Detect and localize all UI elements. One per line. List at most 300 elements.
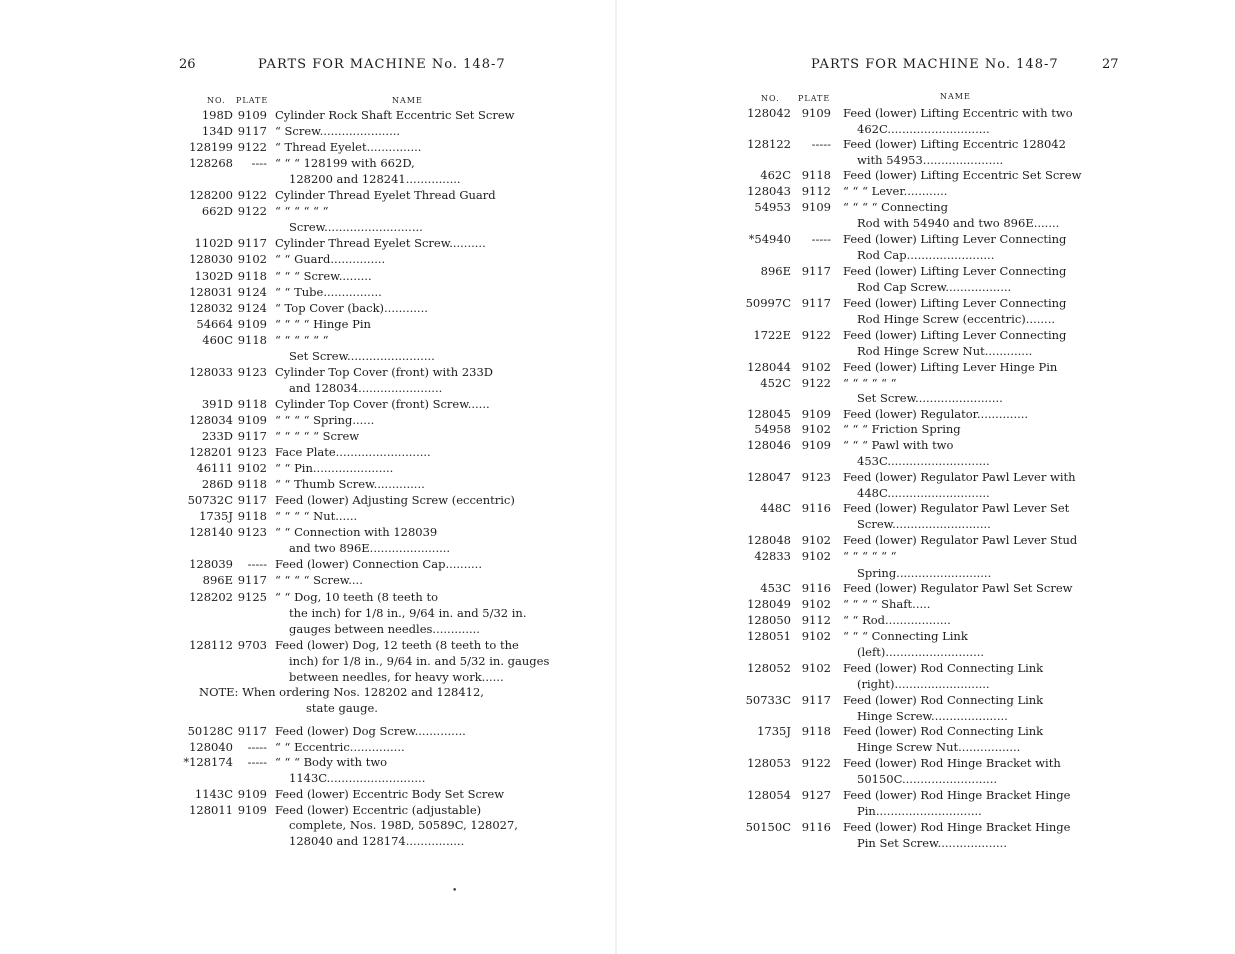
plate-number: 9117: [237, 429, 267, 443]
plate-number: 9117: [237, 724, 267, 738]
plate-number: -----: [247, 739, 267, 754]
part-number: 286D: [201, 477, 233, 492]
part-name: Feed (lower) Lifting Lever Connecting: [843, 296, 1067, 310]
part-name: “ “ “ “ Shaft.....: [843, 597, 931, 611]
part-number: 128122: [747, 137, 791, 151]
part-name: Pin Set Screw...................: [857, 836, 1007, 850]
part-name: and 128034.......................: [289, 380, 443, 395]
part-number: 453C: [760, 581, 791, 595]
part-number: 54953: [754, 200, 791, 214]
part-name: Feed (lower) Rod Hinge Bracket with: [843, 756, 1061, 770]
part-name: Cylinder Thread Eyelet Screw..........: [275, 236, 486, 251]
part-number: 128140: [189, 525, 233, 540]
part-row: [618, 788, 1233, 803]
col-header-no: NO.: [207, 96, 226, 105]
part-number: 128045: [747, 407, 791, 421]
part-number: 896E: [202, 573, 233, 588]
part-number: 128033: [189, 364, 233, 379]
part-name: Feed (lower) Lifting Eccentric 128042: [843, 137, 1066, 151]
part-number: 128034: [189, 412, 233, 427]
part-row: [0, 493, 615, 508]
part-number: *128174: [183, 755, 233, 770]
part-number: 128046: [747, 438, 791, 452]
right-page: [618, 0, 1235, 954]
part-name: Spring..........................: [857, 566, 992, 580]
part-row: [618, 629, 1233, 644]
part-row: [618, 533, 1233, 548]
plate-number: -----: [247, 755, 267, 770]
col-header-name: NAME: [940, 92, 971, 101]
part-name: Rod with 54940 and two 896E.......: [857, 216, 1060, 230]
part-row: [618, 581, 1233, 596]
part-number: 662D: [201, 204, 233, 219]
part-row: [0, 670, 615, 685]
plate-number: 9118: [237, 268, 267, 283]
part-row: [618, 470, 1233, 485]
part-name: Feed (lower) Lifting Eccentric Set Screw: [843, 168, 1082, 182]
part-name: Cylinder Top Cover (front) Screw......: [275, 396, 490, 411]
part-row: [618, 820, 1233, 835]
part-name: Feed (lower) Lifting Eccentric with two: [843, 106, 1073, 120]
part-name: Screw...........................: [857, 517, 991, 531]
part-number: 1302D: [194, 268, 233, 283]
plate-number: 9124: [237, 284, 267, 299]
part-row: [618, 677, 1233, 692]
part-row: [618, 709, 1233, 724]
part-row: [0, 590, 615, 605]
plate-number: 9123: [237, 445, 267, 460]
part-row: [618, 549, 1233, 564]
part-row: [0, 461, 615, 476]
part-row: [0, 771, 615, 786]
part-name: Feed (lower) Lifting Lever Hinge Pin: [843, 360, 1058, 374]
plate-number: 9117: [237, 493, 267, 508]
col-header-name: NAME: [392, 96, 423, 105]
page-speck: •: [452, 886, 458, 896]
part-number: 128052: [747, 661, 791, 675]
part-row: [0, 172, 615, 187]
part-number: 128047: [747, 470, 791, 484]
plate-number: ----: [251, 156, 267, 171]
part-number: 50150C: [745, 820, 791, 834]
note-line-2: state gauge.: [306, 701, 378, 715]
part-name: Cylinder Rock Shaft Eccentric Set Screw: [275, 108, 515, 122]
part-row: [0, 301, 615, 316]
part-row: [618, 344, 1233, 359]
plate-number: 9117: [801, 693, 831, 707]
part-row: [0, 573, 615, 588]
part-number: 128040: [189, 739, 233, 754]
part-row: [618, 661, 1233, 676]
part-row: [0, 220, 615, 235]
plate-number: 9127: [801, 788, 831, 802]
part-row: [618, 153, 1233, 168]
plate-number: 9118: [237, 477, 267, 492]
part-row: [618, 184, 1233, 199]
plate-number: 9102: [801, 422, 831, 436]
part-row: [618, 566, 1233, 581]
plate-number: 9122: [237, 188, 267, 203]
part-name: “ “ Rod..................: [843, 613, 951, 627]
part-row: [618, 486, 1233, 501]
part-row: [618, 756, 1233, 771]
part-row: [618, 200, 1233, 215]
part-name: “ “ “ Friction Spring: [843, 422, 961, 436]
part-row: [618, 122, 1233, 137]
part-row: [0, 413, 615, 428]
part-row: [0, 622, 615, 637]
part-row: [0, 755, 615, 770]
page-number-left: 26: [179, 57, 196, 72]
part-row: [0, 606, 615, 621]
part-name: Feed (lower) Regulator Pawl Set Screw: [843, 581, 1073, 595]
part-row: [0, 252, 615, 267]
part-name: inch) for 1/8 in., 9/64 in. and 5/32 in. gauges: [289, 653, 550, 668]
part-name: gauges between needles.............: [289, 621, 480, 636]
part-name: “ “ “ “ “ Screw: [275, 429, 360, 443]
plate-number: 9109: [801, 200, 831, 214]
part-number: 233D: [201, 429, 233, 443]
part-name: Feed (lower) Dog, 12 teeth (8 teeth to the: [275, 637, 519, 652]
part-name: Feed (lower) Eccentric (adjustable): [275, 802, 482, 817]
part-name: “ “ “ “ “ “: [275, 204, 329, 219]
part-number: 128044: [747, 360, 791, 374]
part-row: [618, 438, 1233, 453]
plate-number: 9102: [801, 533, 831, 547]
page-title-left: PARTS FOR MACHINE No. 148-7: [258, 57, 506, 72]
part-number: 198D: [201, 108, 233, 122]
part-name: Feed (lower) Connection Cap..........: [275, 557, 482, 572]
part-name: Cylinder Thread Eyelet Thread Guard: [275, 188, 496, 203]
part-name: 128040 and 128174................: [289, 833, 465, 848]
part-name: “ “ “ “ Spring......: [275, 412, 375, 427]
part-name: Feed (lower) Regulator..............: [843, 407, 1029, 421]
part-name: Feed (lower) Rod Hinge Bracket Hinge: [843, 820, 1071, 834]
part-name: Screw...........................: [289, 220, 423, 235]
part-number: 128042: [747, 106, 791, 120]
part-name: “ “ “ “ “ “: [843, 549, 897, 563]
part-row: [618, 501, 1233, 516]
part-row: [618, 264, 1233, 279]
part-name: “ “ “ Lever............: [843, 184, 948, 198]
part-name: “ “ “ “ Hinge Pin: [275, 316, 371, 331]
part-number: 128030: [189, 252, 233, 267]
plate-number: 9102: [801, 597, 831, 611]
plate-number: 9109: [237, 786, 267, 801]
plate-number: 9116: [801, 820, 831, 834]
part-row: [618, 312, 1233, 327]
plate-number: 9112: [801, 613, 831, 627]
part-name: Hinge Screw.....................: [857, 709, 1008, 723]
part-name: “ “ Thumb Screw..............: [275, 477, 425, 492]
part-row: [618, 645, 1233, 660]
part-row: [618, 804, 1233, 819]
part-name: Feed (lower) Rod Connecting Link: [843, 693, 1044, 707]
part-row: [0, 188, 615, 203]
part-row: [618, 613, 1233, 628]
part-number: 128112: [189, 637, 233, 652]
plate-number: 9122: [237, 140, 267, 155]
part-row: [618, 740, 1233, 755]
part-row: [0, 429, 615, 444]
part-row: [618, 360, 1233, 375]
plate-number: 9109: [237, 316, 267, 331]
part-row: [0, 525, 615, 540]
plate-number: 9117: [801, 296, 831, 310]
part-name: “ “ “ “ “ “: [275, 332, 329, 347]
part-number: 1722E: [753, 328, 791, 342]
part-number: 128268: [189, 156, 233, 171]
part-row: [0, 638, 615, 653]
part-name: “ “ “ “ Nut......: [275, 509, 358, 524]
part-row: [618, 280, 1233, 295]
part-name: Rod Cap........................: [857, 248, 995, 262]
part-row: [0, 818, 615, 833]
part-number: 128054: [747, 788, 791, 802]
plate-number: 9122: [237, 204, 267, 219]
part-number: 128011: [189, 802, 233, 817]
part-number: 452C: [760, 376, 791, 390]
part-row: [618, 137, 1233, 152]
plate-number: -----: [811, 137, 831, 151]
part-row: [618, 597, 1233, 612]
part-name: 1143C...........................: [289, 771, 426, 786]
part-name: “ “ Connection with 128039: [275, 525, 438, 540]
part-name: Rod Hinge Screw (eccentric)........: [857, 312, 1056, 326]
part-name: the inch) for 1/8 in., 9/64 in. and 5/32 in.: [289, 605, 527, 620]
part-row: [618, 454, 1233, 469]
part-number: 128200: [189, 188, 233, 203]
part-row: [0, 654, 615, 669]
plate-number: 9102: [801, 661, 831, 675]
part-row: [0, 365, 615, 380]
part-row: [0, 787, 615, 802]
page-title-right: PARTS FOR MACHINE No. 148-7: [811, 57, 1059, 72]
plate-number: 9102: [237, 252, 267, 267]
plate-number: 9123: [801, 470, 831, 484]
part-name: Feed (lower) Rod Connecting Link: [843, 724, 1044, 738]
part-number: 1102D: [194, 236, 233, 251]
col-header-no: NO.: [761, 94, 780, 103]
part-row: [618, 232, 1233, 247]
part-name: Set Screw........................: [289, 348, 435, 363]
part-name: complete, Nos. 198D, 50589C, 128027,: [289, 818, 518, 833]
part-row: [618, 296, 1233, 311]
plate-number: 9118: [237, 509, 267, 524]
part-number: 128199: [189, 140, 233, 155]
part-number: 54664: [196, 316, 233, 331]
part-row: [0, 317, 615, 332]
part-number: 128050: [747, 613, 791, 627]
part-row: [0, 557, 615, 572]
plate-number: 9118: [801, 724, 831, 738]
part-name: 128200 and 128241...............: [289, 172, 461, 187]
plate-number: 9118: [237, 332, 267, 347]
part-number: 1735J: [199, 509, 233, 524]
part-name: “ “ Guard...............: [275, 252, 386, 267]
part-name: Feed (lower) Regulator Pawl Lever Stud: [843, 533, 1078, 547]
part-number: 134D: [201, 124, 233, 139]
part-row: [618, 836, 1233, 851]
part-row: [0, 204, 615, 219]
part-row: [0, 269, 615, 284]
plate-number: 9109: [237, 802, 267, 817]
part-number: 128202: [189, 589, 233, 604]
part-name: “ “ “ Pawl with two: [843, 438, 954, 452]
page-number-right: 27: [1102, 57, 1119, 72]
part-name: Feed (lower) Rod Connecting Link: [843, 661, 1044, 675]
plate-number: 9124: [237, 300, 267, 315]
part-name: “ “ “ 128199 with 662D,: [275, 156, 415, 171]
part-name: 462C............................: [857, 122, 990, 136]
part-name: (left)...........................: [857, 645, 985, 659]
part-name: 448C............................: [857, 486, 990, 500]
part-name: “ Top Cover (back)............: [275, 300, 428, 315]
part-row: [0, 236, 615, 251]
part-name: 453C............................: [857, 454, 990, 468]
part-number: 128051: [747, 629, 791, 643]
plate-number: 9109: [801, 438, 831, 452]
part-number: 1143C: [194, 786, 233, 801]
part-row: [0, 803, 615, 818]
plate-number: 9109: [237, 108, 267, 122]
part-row: [618, 168, 1233, 183]
left-page: [0, 0, 617, 954]
part-row: [0, 349, 615, 364]
note-line-1: NOTE: When ordering Nos. 128202 and 128412,: [199, 685, 484, 699]
part-name: “ “ “ Connecting Link: [843, 629, 968, 643]
part-number: 128048: [747, 533, 791, 547]
part-number: 896E: [760, 264, 791, 278]
plate-number: 9123: [237, 364, 267, 379]
part-name: (right)..........................: [857, 677, 990, 691]
plate-number: 9122: [801, 328, 831, 342]
part-number: 128031: [189, 284, 233, 299]
plate-number: 9109: [801, 407, 831, 421]
plate-number: 9125: [237, 589, 267, 604]
part-number: 460C: [202, 332, 233, 347]
part-row: [618, 772, 1233, 787]
plate-number: 9117: [237, 124, 267, 139]
part-name: Feed (lower) Lifting Lever Connecting: [843, 328, 1067, 342]
part-name: Face Plate..........................: [275, 445, 431, 460]
part-number: 448C: [760, 501, 791, 515]
part-name: Feed (lower) Rod Hinge Bracket Hinge: [843, 788, 1071, 802]
part-name: Cylinder Top Cover (front) with 233D: [275, 364, 493, 379]
part-row: [0, 285, 615, 300]
plate-number: 9117: [237, 236, 267, 251]
col-header-plate: PLATE: [798, 94, 831, 103]
plate-number: 9123: [237, 525, 267, 540]
part-name: Rod Hinge Screw Nut.............: [857, 344, 1033, 358]
plate-number: 9118: [237, 396, 267, 411]
part-number: 128201: [189, 445, 233, 460]
part-row: [0, 140, 615, 155]
plate-number: 9117: [801, 264, 831, 278]
part-name: “ Screw......................: [275, 124, 401, 139]
part-name: “ “ “ Screw.........: [275, 268, 372, 283]
part-number: 46111: [196, 461, 233, 476]
plate-number: 9102: [801, 549, 831, 563]
part-name: “ Thread Eyelet...............: [275, 140, 422, 155]
part-name: “ “ “ “ Screw....: [275, 573, 363, 588]
part-number: 128043: [747, 184, 791, 198]
part-row: [0, 124, 615, 139]
plate-number: 9102: [801, 629, 831, 643]
part-row: [0, 397, 615, 412]
part-number: 128032: [189, 300, 233, 315]
part-row: [618, 724, 1233, 739]
part-number: 54958: [754, 422, 791, 436]
plate-number: 9117: [237, 573, 267, 588]
part-row: [0, 724, 615, 739]
plate-number: -----: [247, 557, 267, 572]
part-name: “ “ Eccentric...............: [275, 739, 405, 754]
part-row: [618, 391, 1233, 406]
part-name: Set Screw........................: [857, 391, 1003, 405]
part-row: [618, 328, 1233, 343]
part-name: “ “ “ Body with two: [275, 755, 388, 770]
part-name: Pin.............................: [857, 804, 982, 818]
part-number: 50732C: [187, 493, 233, 508]
part-name: and two 896E......................: [289, 541, 451, 556]
part-name: “ “ Tube................: [275, 284, 382, 299]
part-name: Rod Cap Screw..................: [857, 280, 1012, 294]
part-row: [618, 216, 1233, 231]
part-row: [618, 376, 1233, 391]
part-row: [618, 106, 1233, 121]
plate-number: 9122: [801, 756, 831, 770]
part-name: Feed (lower) Lifting Lever Connecting: [843, 264, 1067, 278]
plate-number: 9122: [801, 376, 831, 390]
part-name: “ “ “ “ Connecting: [843, 200, 948, 214]
plate-number: 9109: [237, 412, 267, 427]
part-row: [0, 509, 615, 524]
part-row: [0, 477, 615, 492]
part-row: [0, 740, 615, 755]
part-name: “ “ Pin......................: [275, 461, 394, 476]
part-name: Feed (lower) Dog Screw..............: [275, 724, 466, 738]
part-number: 128053: [747, 756, 791, 770]
part-number: 128039: [189, 557, 233, 572]
part-name: “ “ Dog, 10 teeth (8 teeth to: [275, 589, 439, 604]
part-name: Feed (lower) Regulator Pawl Lever with: [843, 470, 1076, 484]
part-row: [618, 517, 1233, 532]
part-name: Feed (lower) Eccentric Body Set Screw: [275, 786, 505, 801]
part-row: [0, 834, 615, 849]
part-name: Feed (lower) Regulator Pawl Lever Set: [843, 501, 1070, 515]
part-row: [618, 248, 1233, 263]
part-number: 1735J: [757, 724, 791, 738]
plate-number: 9109: [801, 106, 831, 120]
plate-number: 9102: [237, 461, 267, 476]
part-row: [0, 445, 615, 460]
part-row: [618, 693, 1233, 708]
part-name: Feed (lower) Lifting Lever Connecting: [843, 232, 1067, 246]
plate-number: 9116: [801, 581, 831, 595]
part-row: [0, 156, 615, 171]
plate-number: 9112: [801, 184, 831, 198]
part-number: 391D: [201, 396, 233, 411]
part-name: Hinge Screw Nut.................: [857, 740, 1021, 754]
part-name: with 54953......................: [857, 153, 1004, 167]
part-number: 462C: [760, 168, 791, 182]
part-row: [0, 333, 615, 348]
part-name: Feed (lower) Adjusting Screw (eccentric): [275, 493, 515, 508]
plate-number: 9102: [801, 360, 831, 374]
part-name: “ “ “ “ “ “: [843, 376, 897, 390]
part-row: [0, 541, 615, 556]
